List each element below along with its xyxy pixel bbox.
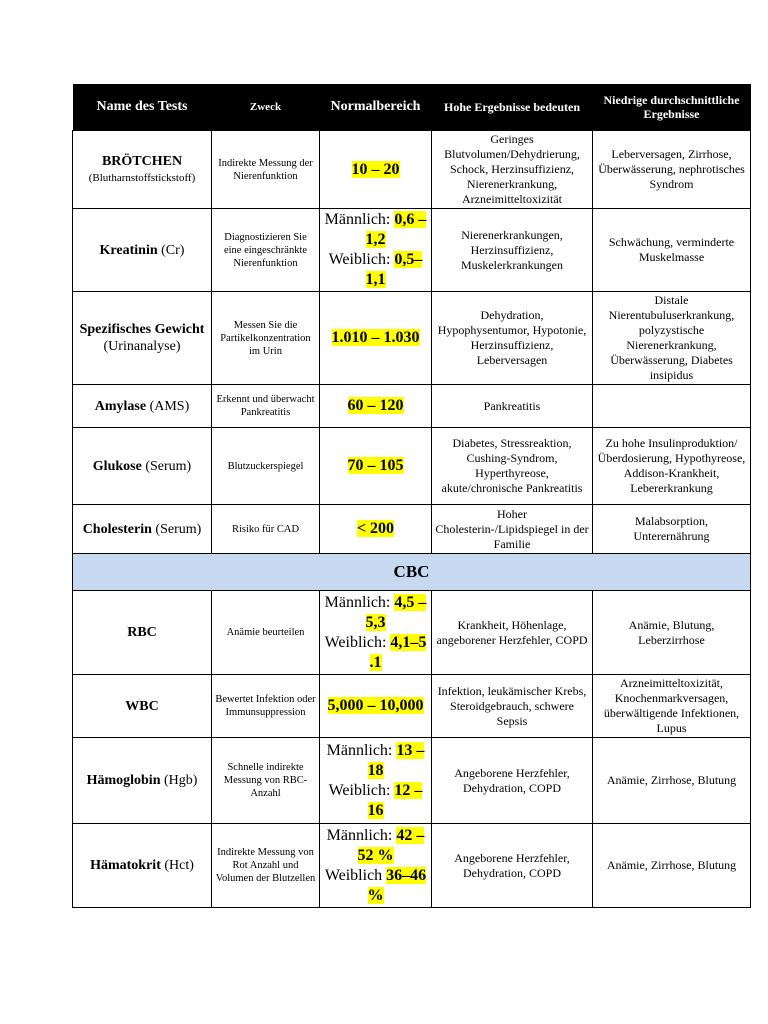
purpose-cell: Blutzuckerspiegel: [212, 428, 320, 505]
purpose-cell: Indirekte Messung der Nierenfunktion: [212, 131, 320, 209]
purpose-cell: Indirekte Messung von Rot Anzahl und Volumen der Blutzellen: [212, 824, 320, 908]
test-name-cell: [73, 591, 212, 675]
high-results-cell: Nierenerkrankungen, Herzinsuffizienz, Muskelerkrankungen: [432, 209, 593, 292]
test-name: WBC: [125, 698, 159, 714]
test-name-cell: [73, 385, 212, 428]
low-results-cell: Arzneimitteltoxizität, Knochenmarkversagen, überwältigende Infektionen, Lupus: [593, 675, 751, 738]
high-results-cell: Krankheit, Höhenlage, angeborener Herzfehler, COPD: [432, 591, 593, 675]
female-label: Weiblich:: [324, 633, 387, 651]
high-results-cell: Infektion, leukämischer Krebs, Steroidgebrauch, schwere Sepsis: [432, 675, 593, 738]
male-range: 13 – 18: [367, 741, 425, 779]
test-name: RBC: [127, 625, 157, 640]
lab-tests-table: [72, 84, 751, 908]
high-results-cell: Diabetes, Stressreaktion, Cushing-Syndrom, Hyperthyreose, akute/chronische Pankreatitis: [432, 428, 593, 505]
female-label: Weiblich:: [328, 781, 391, 799]
test-abbrev: (Serum): [141, 458, 192, 474]
table-row: [73, 675, 751, 738]
range-value: 70 – 105: [347, 457, 404, 474]
test-abbrev: (Serum): [151, 521, 202, 537]
test-abbrev: (Cr): [157, 242, 185, 258]
purpose-cell: Bewertet Infektion oder Immunsuppression: [212, 675, 320, 738]
low-results-cell: Distale Nierentubuluserkrankung, polyzystische Nierenerkrankung, Überwässerung, Diabetes insipidus: [593, 292, 751, 385]
low-results-cell: Anämie, Zirrhose, Blutung: [593, 738, 751, 824]
test-name: Glukose: [92, 458, 142, 474]
header-purpose: Zweck: [212, 84, 320, 131]
male-label: Männlich:: [326, 826, 393, 844]
high-results-cell: Hoher Cholesterin-/Lipidspiegel in der Familie: [432, 505, 593, 554]
purpose-cell: Erkennt und überwacht Pankreatitis: [212, 385, 320, 428]
normal-range-cell: [320, 209, 432, 292]
male-range: 42 – 52 %: [357, 826, 425, 864]
header-name: Name des Tests: [73, 84, 212, 131]
header-row: [73, 84, 751, 131]
male-label: Männlich:: [326, 741, 393, 759]
female-range: 36–46 %: [367, 866, 427, 904]
purpose-cell: Diagnostizieren Sie eine eingeschränkte Nierenfunktion: [212, 209, 320, 292]
range-value: < 200: [356, 520, 395, 537]
male-range: 4,5 – 5,3: [365, 593, 427, 631]
test-name: Amylase: [94, 398, 147, 414]
table-row: [73, 131, 751, 209]
normal-range-cell: [320, 675, 432, 738]
low-results-cell: [593, 385, 751, 428]
test-name: Kreatinin: [99, 242, 158, 258]
normal-range-cell: [320, 591, 432, 675]
low-results-cell: Leberversagen, Zirrhose, Überwässerung, nephrotisches Syndrom: [593, 131, 751, 209]
section-row-cbc: [73, 554, 751, 591]
purpose-cell: Risiko für CAD: [212, 505, 320, 554]
test-name: Hämatokrit: [90, 858, 161, 873]
table-row: [73, 385, 751, 428]
purpose-cell: Schnelle indirekte Messung von RBC-Anzahl: [212, 738, 320, 824]
table-row: [73, 591, 751, 675]
female-label: Weiblich: [324, 866, 383, 884]
low-results-cell: Schwächung, verminderte Muskelmasse: [593, 209, 751, 292]
test-name: BRÖTCHEN: [101, 153, 183, 169]
purpose-cell: Messen Sie die Partikelkonzentration im Urin: [212, 292, 320, 385]
test-name-sub: (Blutharnstoffstickstoff): [88, 171, 196, 184]
high-results-cell: Dehydration, Hypophysentumor, Hypotonie, Herzinsuffizienz, Leberversagen: [432, 292, 593, 385]
high-results-cell: Pankreatitis: [432, 385, 593, 428]
test-name: Cholesterin: [82, 521, 152, 537]
test-name-cell: [73, 209, 212, 292]
header-high-results: Hohe Ergebnisse bedeuten: [432, 84, 593, 131]
test-name-cell: [73, 131, 212, 209]
male-label: Männlich:: [324, 593, 391, 611]
female-range: 4,1–5 .1: [369, 633, 427, 671]
header-normal-range: Normalbereich: [320, 84, 432, 131]
female-range: 0,5– 1,1: [365, 251, 423, 288]
range-value: 60 – 120: [347, 397, 404, 414]
high-results-cell: Geringes Blutvolumen/Dehydrierung, Schock, Herzinsuffizienz, Nierenerkrankung, Arzneimitteltoxizität: [432, 131, 593, 209]
table-row: [73, 505, 751, 554]
low-results-cell: Anämie, Blutung, Leberzirrhose: [593, 591, 751, 675]
test-abbrev: (AMS): [146, 398, 190, 414]
range-value: 1.010 – 1.030: [331, 329, 420, 346]
high-results-cell: Angeborene Herzfehler, Dehydration, COPD: [432, 738, 593, 824]
male-range: 0,6 – 1,2: [365, 211, 427, 248]
table-row: [73, 824, 751, 908]
test-name-cell: [73, 292, 212, 385]
normal-range-cell: [320, 738, 432, 824]
range-value: 5,000 – 10,000: [327, 697, 424, 714]
test-abbrev: (Urinanalyse): [103, 339, 181, 354]
normal-range-cell: [320, 292, 432, 385]
normal-range-cell: [320, 385, 432, 428]
low-results-cell: Malabsorption, Unterernährung: [593, 505, 751, 554]
normal-range-cell: [320, 824, 432, 908]
normal-range-cell: [320, 428, 432, 505]
test-name-cell: [73, 738, 212, 824]
table-row: [73, 209, 751, 292]
male-label: Männlich:: [324, 211, 391, 228]
table-row: [73, 292, 751, 385]
female-range: 12 – 16: [367, 781, 423, 819]
range-value: 10 – 20: [351, 160, 400, 178]
test-name: Spezifisches Gewicht: [79, 322, 205, 337]
test-name-cell: [73, 428, 212, 505]
low-results-cell: Zu hohe Insulinproduktion/Überdosierung, Hypothyreose, Addison-Krankheit, Lebererkrankung: [593, 428, 751, 505]
female-label: Weiblich:: [328, 251, 391, 268]
test-name-cell: [73, 675, 212, 738]
table-row: [73, 738, 751, 824]
section-title: CBC: [73, 554, 751, 591]
test-name-cell: [73, 824, 212, 908]
test-abbrev: (Hgb): [160, 773, 198, 788]
header-low-results: Niedrige durchschnittliche Ergebnisse: [593, 84, 751, 131]
low-results-cell: Anämie, Zirrhose, Blutung: [593, 824, 751, 908]
high-results-cell: Angeborene Herzfehler, Dehydration, COPD: [432, 824, 593, 908]
normal-range-cell: [320, 131, 432, 209]
test-abbrev: (Hct): [160, 858, 194, 873]
normal-range-cell: [320, 505, 432, 554]
purpose-cell: Anämie beurteilen: [212, 591, 320, 675]
test-name-cell: [73, 505, 212, 554]
table-row: [73, 428, 751, 505]
test-name: Hämoglobin: [86, 773, 161, 788]
